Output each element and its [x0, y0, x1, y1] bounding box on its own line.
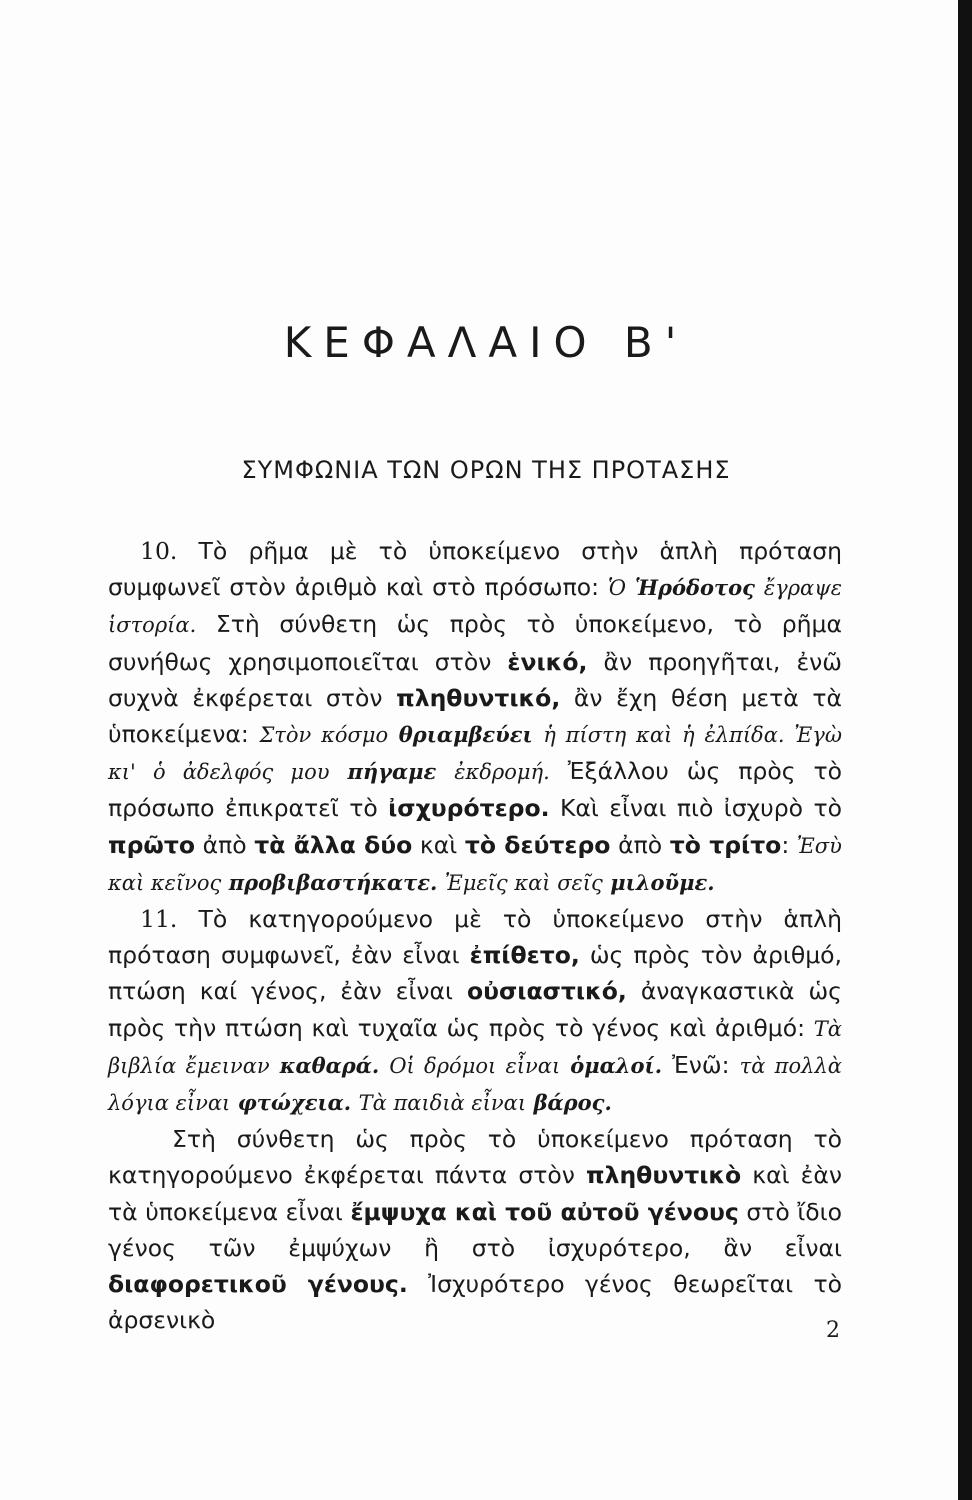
paragraph-number: 11. — [140, 905, 178, 934]
paragraph-10: 10. Τὸ ρῆμα μὲ τὸ ὑποκείμενο στὴν ἁπλὴ πρόταση συμφωνεῖ στὸν ἀριθμὸ καὶ στὸ πρόσωπο: Ὁ Ἡρόδοτος ἔγραψε ἱστορία. Στὴ σύνθετη ὡς πρὸς τὸ ὑποκείμενο, τὸ ρῆμα συνήθως χρησιμοποιεῖται στὸν ἑνικό, ἂν προηγῆται, ἐνῶ συχνὰ ἐκφέρεται στὸν πληθυντικό, ἂν ἔχη θέση μετὰ τὰ ὑποκείμενα: Στὸν κόσμο θριαμβεύει ἡ πίστη καὶ ἡ ἐλπίδα. Ἐγὼ κι' ὁ ἀδελφός μου πήγαμε ἐκδρομή. Ἐξάλλου ὡς πρὸς τὸ πρόσωπο ἐπικρατεῖ τὸ ἰσχυρότερο. Καὶ εἶναι πιὸ ἰσχυρὸ τὸ πρῶτο ἀπὸ τὰ ἄλλα δύο καὶ τὸ δεύτερο ἀπὸ τὸ τρίτο: Ἐσὺ καὶ κεῖνος προβιβαστήκατε. Ἐμεῖς καὶ σεῖς μιλοῦμε. — [108, 537, 842, 895]
chapter-title: ΚΕΦΑΛΑΙΟ Β' — [283, 318, 689, 367]
paragraph-12: Στὴ σύνθετη ὡς πρὸς τὸ ὑποκείμενο πρόταση τὸ κατηγορούμενο ἐκφέρεται πάντα στὸν πληθυντικὸ καὶ ἐὰν τὰ ὑποκείμενα εἶναι ἔμψυχα καὶ τοῦ αὐτοῦ γένους στὸ ἴδιο γένος τῶν ἐμψύχων ἢ στὸ ἰσχυρότερο, ἂν εἶναι διαφορετικοῦ γένους. Ἰσχυρότερο γένος θεωρεῖται τὸ ἀρσενικὸ — [108, 1125, 842, 1335]
paragraph-number: 10. — [140, 537, 178, 565]
page-number: 2 — [826, 1318, 840, 1343]
section-title: ΣΥΜΦΩΝΙΑ ΤΩΝ ΟΡΩΝ ΤΗΣ ΠΡΟΤΑΣΗΣ — [241, 456, 731, 484]
body-text — [108, 533, 842, 1338]
paragraph-11: 11. Τὸ κατηγορούμενο μὲ τὸ ὑποκείμενο στὴν ἁπλὴ πρόταση συμφωνεῖ, ἐὰν εἶναι ἐπίθετο, ὡς πρὸς τὸν ἀριθμό, πτώση καί γένος, ἐὰν εἶναι οὐσιαστικό, ἀναγκαστικὰ ὡς πρὸς τὴν πτώση καὶ τυχαῖα ὡς πρὸς τὸ γένος καὶ ἀριθμό: Τὰ βιβλία ἔμειναν καθαρά. Οἱ δρόμοι εἶναι ὁμαλοί. Ἐνῶ: τὰ πολλὰ λόγια εἶναι φτώχεια. Τὰ παιδιὰ εἶναι βάρος. — [108, 905, 842, 1116]
page-edge — [958, 0, 972, 1500]
